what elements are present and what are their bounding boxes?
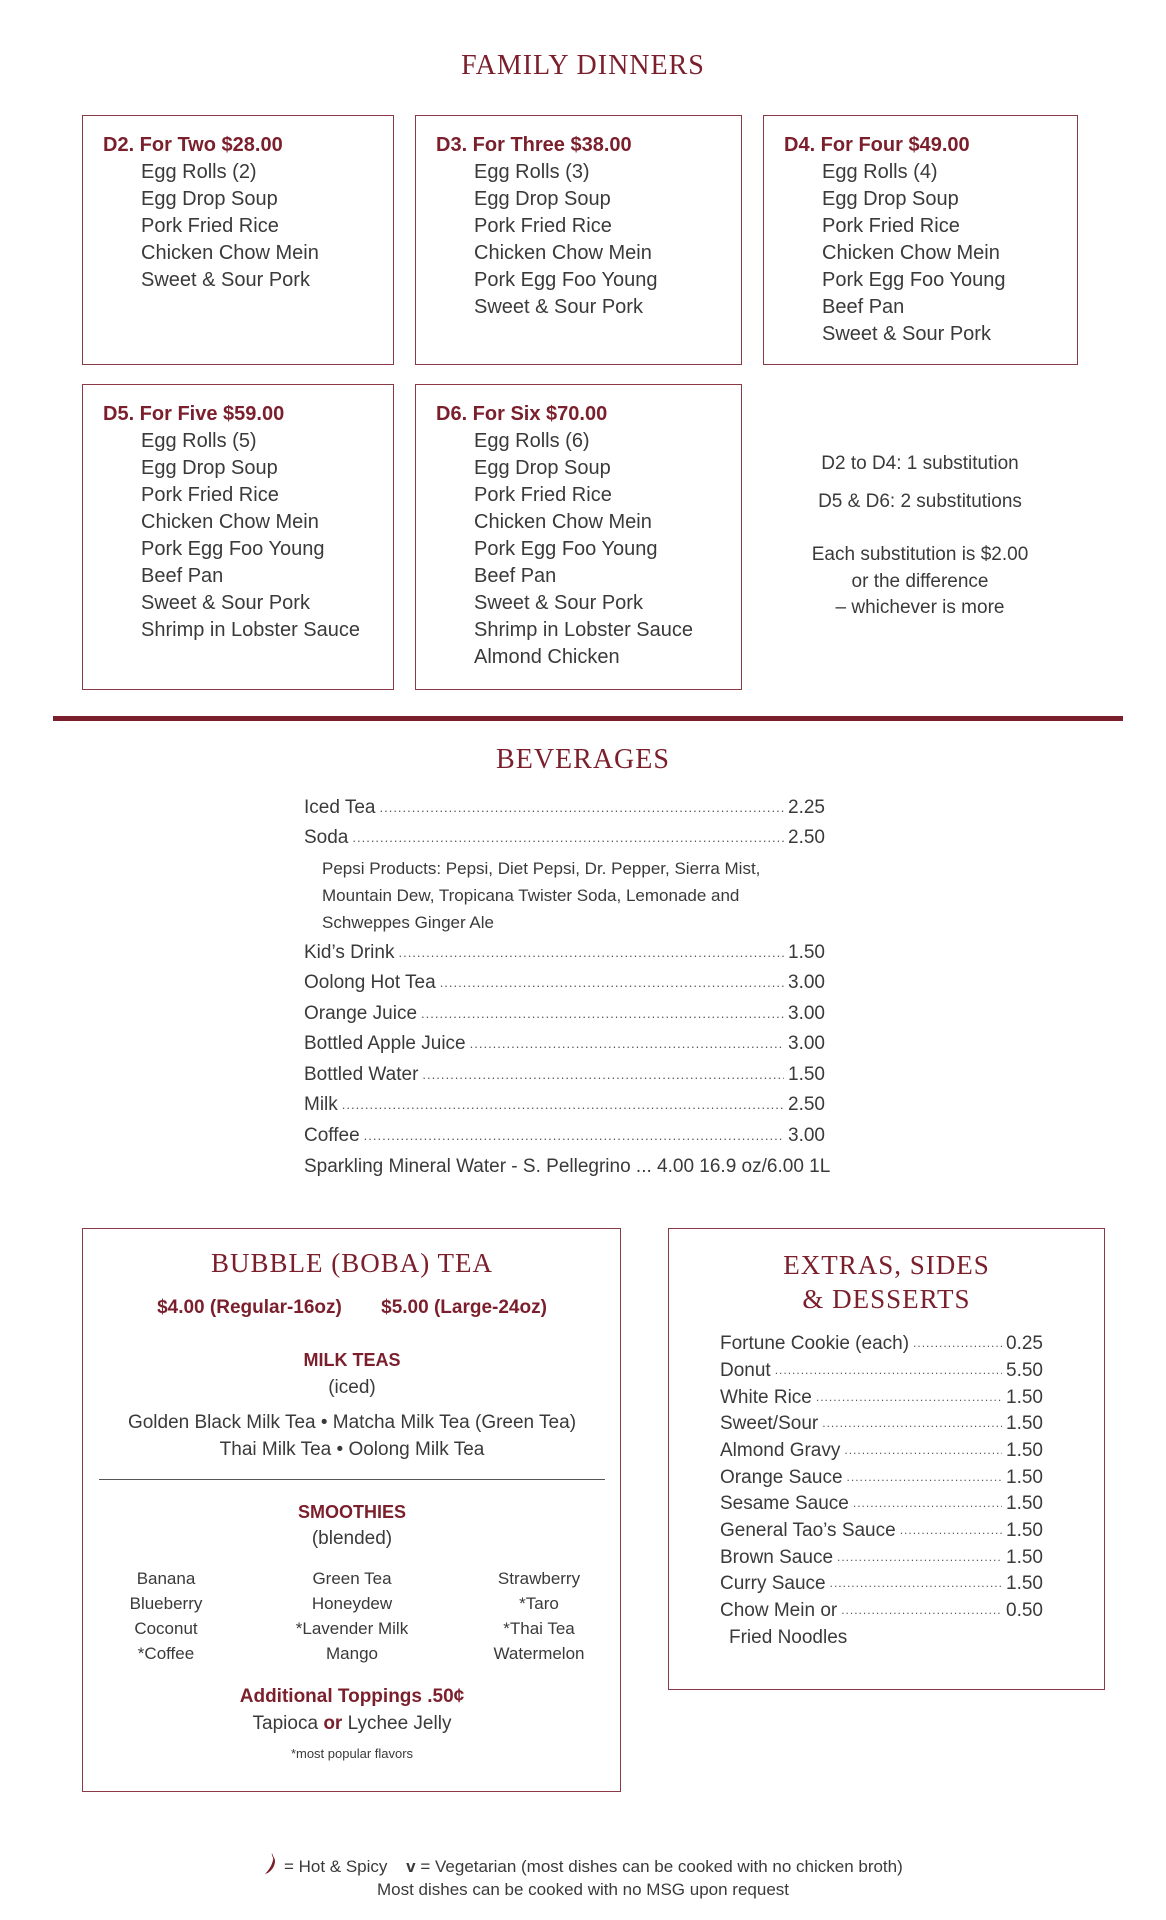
- extras-name: White Rice: [720, 1387, 812, 1408]
- dinner-item: Egg Rolls (5): [141, 430, 257, 452]
- hot-spicy-label: = Hot & Spicy: [283, 1856, 388, 1876]
- dinner-item: Beef Pan: [474, 565, 557, 587]
- extras-name: Chow Mein or: [720, 1600, 838, 1621]
- dinner-items: [103, 159, 393, 294]
- extras-row: [720, 1330, 1050, 1357]
- dinner-title: D2. For Two $28.00: [103, 134, 283, 156]
- dinner-item: Beef Pan: [141, 565, 224, 587]
- smoothie-flavor: *Coffee: [137, 1644, 195, 1663]
- substitution-note-2: D5 & D6: 2 substitutions: [818, 491, 1022, 512]
- extras-name: Almond Gravy: [720, 1440, 841, 1461]
- toppings-heading: Additional Toppings .50¢: [239, 1686, 465, 1707]
- beverage-row: [304, 1029, 828, 1059]
- smoothie-flavor: Blueberry: [129, 1594, 203, 1613]
- toppings-line: [83, 1713, 621, 1735]
- dinner-item: Egg Rolls (6): [474, 430, 590, 452]
- leader-dots: [422, 1060, 784, 1090]
- beverage-name: Bottled Water: [304, 1064, 419, 1085]
- smoothie-flavor: Green Tea: [312, 1569, 392, 1588]
- extras-price: 5.50: [1006, 1360, 1043, 1381]
- extras-price: 1.50: [1006, 1440, 1043, 1461]
- smoothies-subheading: (blended): [311, 1528, 393, 1549]
- smoothie-flavor: Watermelon: [493, 1644, 585, 1663]
- dinner-item: Egg Drop Soup: [474, 188, 611, 210]
- dinner-title: D5. For Five $59.00: [103, 403, 285, 425]
- dinner-item: Egg Rolls (4): [822, 161, 938, 183]
- extras-name: Fortune Cookie (each): [720, 1333, 910, 1354]
- dinner-items: [436, 159, 741, 321]
- beverages-title: BEVERAGES: [496, 744, 670, 775]
- smoothie-column: [459, 1566, 619, 1666]
- beverage-price: 1.50: [788, 1064, 825, 1085]
- boba-title: BUBBLE (BOBA) TEA: [210, 1248, 493, 1278]
- soda-note-line: Pepsi Products: Pepsi, Diet Pepsi, Dr. Pepper, Sierra Mist,: [322, 859, 761, 878]
- leader-dots: [342, 1090, 784, 1120]
- extras-price: 1.50: [1006, 1520, 1043, 1541]
- dinner-item: Pork Egg Foo Young: [141, 538, 325, 560]
- dinner-item: Pork Egg Foo Young: [474, 538, 658, 560]
- milk-teas-line: Thai Milk Tea • Oolong Milk Tea: [219, 1439, 485, 1460]
- beverage-price: 3.00: [788, 1125, 825, 1146]
- extras-name: Sweet/Sour: [720, 1413, 819, 1434]
- extras-continuation: Fried Noodles: [729, 1627, 848, 1648]
- dinner-item: Pork Fried Rice: [822, 215, 960, 237]
- dinner-items: [436, 428, 741, 671]
- beverage-price: 3.00: [788, 1003, 825, 1024]
- topping-lychee: Lychee Jelly: [347, 1713, 452, 1734]
- extras-row: [720, 1384, 1050, 1411]
- substitution-note-5: – whichever is more: [835, 597, 1005, 618]
- dinner-item: Almond Chicken: [474, 646, 620, 668]
- leader-dots: [470, 1029, 784, 1059]
- beverage-row: [304, 1121, 828, 1151]
- dinner-item: Egg Drop Soup: [141, 188, 278, 210]
- dinner-item: Pork Fried Rice: [141, 484, 279, 506]
- extras-row: [720, 1437, 1050, 1464]
- dinner-item: Chicken Chow Mein: [474, 242, 652, 264]
- dinner-item: Shrimp in Lobster Sauce: [474, 619, 694, 641]
- dinner-card-d5: [82, 384, 394, 690]
- extras-row: [720, 1544, 1050, 1571]
- dinner-card-d4: [763, 115, 1078, 365]
- beverage-name: Bottled Apple Juice: [304, 1033, 466, 1054]
- topping-or: or: [323, 1713, 343, 1734]
- price-regular: $4.00: [157, 1297, 205, 1318]
- extras-row: [720, 1464, 1050, 1491]
- beverage-name: Milk: [304, 1094, 338, 1115]
- beverage-name: Orange Juice: [304, 1003, 418, 1024]
- beverage-name: Oolong Hot Tea: [304, 972, 436, 993]
- extras-name: Curry Sauce: [720, 1573, 826, 1594]
- smoothie-flavor: Mango: [326, 1644, 378, 1663]
- extras-row: [720, 1597, 1050, 1624]
- beverage-row: [304, 968, 828, 998]
- dinner-item: Egg Rolls (3): [474, 161, 590, 183]
- dinner-item: Pork Fried Rice: [141, 215, 279, 237]
- milk-teas-line: Golden Black Milk Tea • Matcha Milk Tea (Green Tea): [127, 1412, 577, 1433]
- extras-price: 1.50: [1006, 1547, 1043, 1568]
- extras-name: Orange Sauce: [720, 1467, 843, 1488]
- leader-dots: [844, 1437, 1002, 1464]
- dinner-items: [103, 428, 393, 644]
- dinner-item: Chicken Chow Mein: [141, 242, 319, 264]
- extras-row: [720, 1410, 1050, 1437]
- smoothie-flavor: Banana: [136, 1569, 196, 1588]
- dinner-item: Sweet & Sour Pork: [141, 592, 310, 614]
- extras-title-line: & DESSERTS: [802, 1284, 971, 1314]
- leader-dots: [421, 999, 784, 1029]
- substitution-note-4: or the difference: [851, 571, 989, 592]
- smoothie-column: [272, 1566, 432, 1666]
- dinner-item: Pork Fried Rice: [474, 484, 612, 506]
- size-large: (Large-24oz): [433, 1297, 547, 1318]
- beverage-row: [304, 823, 828, 853]
- extras-price: 0.50: [1006, 1600, 1043, 1621]
- beverage-price: 2.50: [788, 827, 825, 848]
- dinner-card-d2: [82, 115, 394, 365]
- leader-dots: [440, 968, 784, 998]
- beverage-price: 1.50: [788, 942, 825, 963]
- extras-name: General Tao’s Sauce: [720, 1520, 896, 1541]
- smoothie-column: [86, 1566, 246, 1666]
- dinner-item: Pork Egg Foo Young: [822, 269, 1006, 291]
- smoothie-flavor: *Lavender Milk: [295, 1619, 409, 1638]
- dinner-item: Sweet & Sour Pork: [474, 296, 643, 318]
- leader-dots: [837, 1544, 1002, 1571]
- extras-price: 1.50: [1006, 1387, 1043, 1408]
- leader-dots: [830, 1570, 1002, 1597]
- dinner-card-d3: [415, 115, 742, 365]
- dinner-item: Pork Egg Foo Young: [474, 269, 658, 291]
- dinner-item: Chicken Chow Mein: [822, 242, 1000, 264]
- dinner-item: Egg Drop Soup: [822, 188, 959, 210]
- extras-row: [720, 1517, 1050, 1544]
- leader-dots: [379, 793, 784, 823]
- extras-name: Donut: [720, 1360, 771, 1381]
- leader-dots: [853, 1490, 1002, 1517]
- extras-name: Brown Sauce: [720, 1547, 834, 1568]
- beverage-row: [304, 1090, 828, 1120]
- soda-note-line: Schweppes Ginger Ale: [322, 913, 494, 932]
- beverage-row: [304, 793, 828, 823]
- leader-dots: [847, 1464, 1002, 1491]
- smoothie-flavor: Strawberry: [497, 1569, 581, 1588]
- leader-dots: [822, 1410, 1002, 1437]
- leader-dots: [398, 938, 784, 968]
- dinner-item: Chicken Chow Mein: [141, 511, 319, 533]
- leader-dots: [364, 1121, 784, 1151]
- dinner-title: D4. For Four $49.00: [784, 134, 970, 156]
- extras-title-line: EXTRAS, SIDES: [783, 1250, 990, 1280]
- extras-price: 1.50: [1006, 1493, 1043, 1514]
- dinner-item: Sweet & Sour Pork: [474, 592, 643, 614]
- extras-price: 1.50: [1006, 1573, 1043, 1594]
- extras-price: 1.50: [1006, 1467, 1043, 1488]
- dinner-card-d6: [415, 384, 742, 690]
- leader-dots: [841, 1597, 1002, 1624]
- beverage-row: [304, 999, 828, 1029]
- dinner-item: Egg Drop Soup: [474, 457, 611, 479]
- smoothie-flavor: Coconut: [134, 1619, 198, 1638]
- beverage-price: 3.00: [788, 972, 825, 993]
- topping-tapioca: Tapioca: [252, 1713, 319, 1734]
- dinner-item: Pork Fried Rice: [474, 215, 612, 237]
- smoothie-flavor: Honeydew: [311, 1594, 393, 1613]
- dinner-item: Beef Pan: [822, 296, 905, 318]
- smoothie-flavor: *Taro: [519, 1594, 559, 1613]
- size-regular: (Regular-16oz): [209, 1297, 342, 1318]
- msg-note: Most dishes can be cooked with no MSG upon request: [376, 1880, 789, 1899]
- section-divider: [53, 716, 1123, 721]
- boba-divider: [99, 1479, 605, 1480]
- leader-dots: [900, 1517, 1002, 1544]
- leader-dots: [775, 1357, 1002, 1384]
- dinner-item: Shrimp in Lobster Sauce: [141, 619, 361, 641]
- beverage-name: Soda: [304, 827, 349, 848]
- dinner-item: Egg Rolls (2): [141, 161, 257, 183]
- boba-prices: [83, 1297, 621, 1319]
- beverage-name: Coffee: [304, 1125, 360, 1146]
- beverage-price: 2.25: [788, 797, 825, 818]
- extras-title: [668, 1248, 1105, 1316]
- smoothies-heading: SMOOTHIES: [297, 1502, 406, 1522]
- popular-flavors-note: *most popular flavors: [290, 1746, 414, 1761]
- dinner-item: Egg Drop Soup: [141, 457, 278, 479]
- family-dinners-title: FAMILY DINNERS: [461, 50, 705, 81]
- extras-row: [720, 1357, 1050, 1384]
- extras-name: Sesame Sauce: [720, 1493, 849, 1514]
- beverage-row: [304, 938, 828, 968]
- vegetarian-label: = Vegetarian (most dishes can be cooked with no chicken broth): [420, 1856, 903, 1876]
- vegetarian-symbol: v: [406, 1856, 416, 1876]
- dinner-item: Sweet & Sour Pork: [141, 269, 310, 291]
- price-large: $5.00: [381, 1297, 429, 1318]
- dinner-item: Sweet & Sour Pork: [822, 323, 991, 345]
- soda-note-line: Mountain Dew, Tropicana Twister Soda, Lemonade and: [322, 886, 740, 905]
- extras-row: [720, 1570, 1050, 1597]
- leader-dots: [816, 1384, 1002, 1411]
- beverage-name: Kid’s Drink: [304, 942, 395, 963]
- beverage-price: 3.00: [788, 1033, 825, 1054]
- beverage-price: 2.50: [788, 1094, 825, 1115]
- extras-price: 1.50: [1006, 1413, 1043, 1434]
- extras-price: 0.25: [1006, 1333, 1043, 1354]
- dinner-item: Chicken Chow Mein: [474, 511, 652, 533]
- beverage-name: Iced Tea: [304, 797, 376, 818]
- substitution-note-1: D2 to D4: 1 substitution: [821, 453, 1019, 474]
- sparkling-water-line: Sparkling Mineral Water - S. Pellegrino ... 4.00 16.9 oz/6.00 1L: [304, 1156, 831, 1177]
- substitution-note-3: Each substitution is $2.00: [811, 544, 1029, 565]
- smoothie-flavor: *Thai Tea: [503, 1619, 575, 1638]
- dinner-title: D3. For Three $38.00: [436, 134, 632, 156]
- dinner-title: D6. For Six $70.00: [436, 403, 608, 425]
- extras-row: [720, 1490, 1050, 1517]
- beverage-row: [304, 1060, 828, 1090]
- leader-dots: [913, 1330, 1002, 1357]
- milk-teas-heading: MILK TEAS: [303, 1350, 401, 1370]
- milk-teas-subheading: (iced): [328, 1377, 376, 1398]
- leader-dots: [352, 823, 784, 853]
- dinner-items: [784, 159, 1077, 348]
